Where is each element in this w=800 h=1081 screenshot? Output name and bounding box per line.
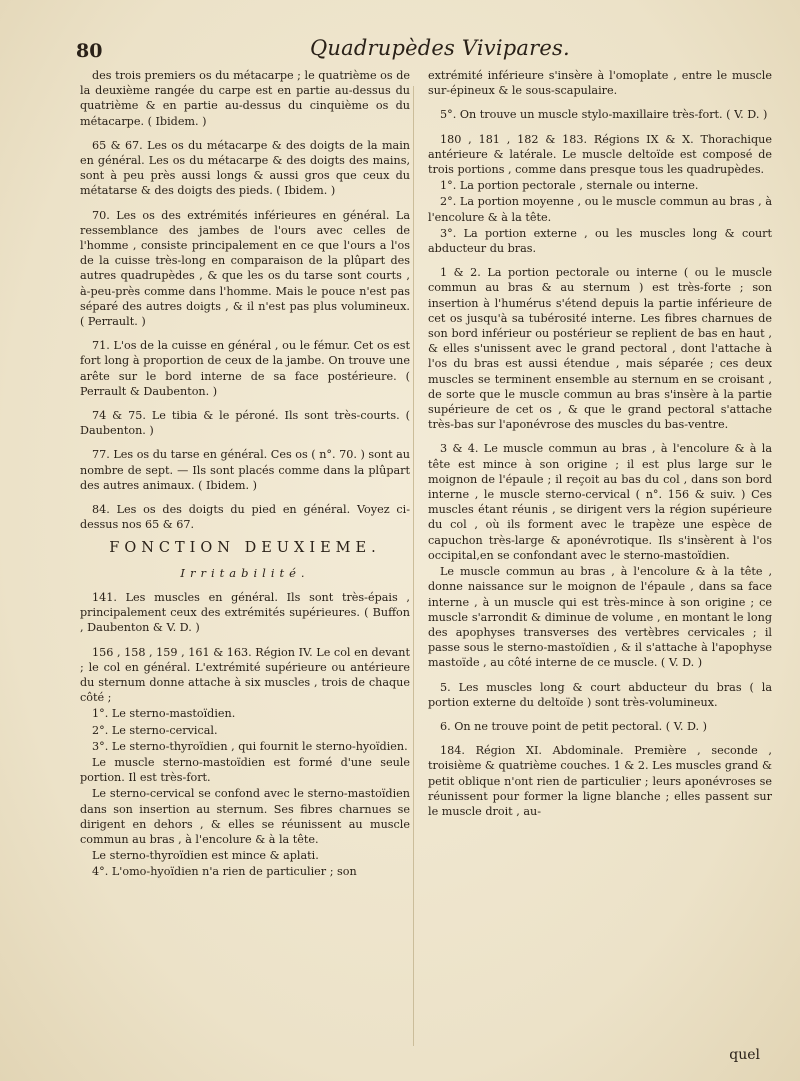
paragraph: Le muscle commun au bras , à l'encolure & à la tête , donne naissance sur le moignon de l'épaule , dans sa face interne , à un muscle qui est très-mince à son origine ; ce muscle s'arrondit & diminue de volume , en montant le long des apophyses transverses des vertèbres cervicales ; il passe sous le sterno-mastoïdien , & il s'attache à l'apophyse mastoïde , au côté interne de ce muscle. ( V. D. ): [428, 565, 772, 670]
paragraph: 5. Les muscles long & court abducteur du bras ( la portion externe du deltoïde ) sont très-volumineux.: [428, 680, 772, 709]
paragraph: 74 & 75. Le tibia & le péroné. Ils sont très-courts. ( Daubenton. ): [80, 409, 410, 438]
paragraph: 6. On ne trouve point de petit pectoral. ( V. D. ): [440, 719, 707, 733]
paragraph: 184. Région XI. Abdominale. Première , seconde , troisième & quatrième couches. 1 & 2. Les muscles grand & petit oblique n'ont rien de particulier ; leurs aponévroses se réunissent pour former la ligne blanche ; elles passent sur le muscle droit , au-: [428, 744, 772, 818]
sub-heading: Irritabilité.: [180, 565, 310, 580]
paragraph: extrémité inférieure s'insère à l'omoplate , entre le muscle sur-épineux & le sous-scapulaire.: [428, 69, 772, 98]
paragraph: 5°. On trouve un muscle stylo-maxillaire très-fort. ( V. D. ): [440, 108, 768, 122]
column-divider: [413, 86, 414, 1046]
paragraph: 1 & 2. La portion pectorale ou interne ( ou le muscle commun au bras & au sternum ) est très-forte ; son insertion à l'humérus s'étend depuis la partie inférieure de cet os jusqu'à sa tubérosité interne. Les fibres charnues de son bord inférieur ou postérieur se replient de bas en haut , & elles s'unissent avec le grand pectoral , dont l'attache à l'os du bras est aussi étendue , mais séparée ; ces deux muscles se terminent ensemble au sternum en se croisant , de sorte que le muscle commun au bras s'insère à la partie supérieure de cet os , & que le grand pectoral s'attache très-bas sur l'aponévrose des muscles du bas-ventre.: [428, 266, 772, 432]
list-item: 2°. La portion moyenne , ou le muscle commun au bras , à l'encolure & à la tête.: [428, 195, 772, 224]
paragraph: Le muscle sterno-mastoïdien est formé d'une seule portion. Il est très-fort.: [80, 755, 410, 785]
page-number: 80: [76, 40, 103, 62]
page-header: [76, 36, 760, 66]
paragraph: Le sterno-thyroïdien est mince & aplati.: [92, 849, 319, 863]
paragraph: 71. L'os de la cuisse en général , ou le fémur. Cet os est fort long à proportion de ceux de la jambe. On trouve une arête sur le bord interne de sa face postérieure. ( Perrault & Daubenton. ): [80, 339, 410, 398]
catchword: quel: [729, 1047, 760, 1063]
paragraph: Le sterno-cervical se confond avec le sterno-mastoïdien dans son insertion au sternum. Ses fibres charnues se dirigent en dehors , & elles se réunissent au muscle commun au bras , à l'encolure & à la tête.: [80, 787, 410, 846]
running-title: Quadrupèdes Vivipares.: [310, 36, 570, 60]
paragraph: 70. Les os des extrémités inférieures en général. La ressemblance des jambes de l'ours avec celles de l'homme , consiste principalement en ce que l'ours a l'os de la cuisse très-long en comparaison de la plûpart des autres quadrupèdes , & que les os du tarse sont courts , à-peu-près comme dans l'homme. Mais le pouce n'est pas séparé des autres doigts , & il n'est pas plus volumineux. ( Perrault. ): [80, 208, 410, 329]
paragraph: 65 & 67. Les os du métacarpe & des doigts de la main en général. Les os du métacarpe & des doigts des mains, sont à peu près aussi longs & aussi gros que ceux du métatarse & des doigts des pieds. ( Ibidem. ): [80, 138, 410, 198]
list-item: 3°. Le sterno-thyroïdien , qui fournit le sterno-hyoïdien.: [92, 739, 408, 753]
paragraph: 180 , 181 , 182 & 183. Régions IX & X. Thorachique antérieure & latérale. Le muscle deltoïde est composé de trois portions , comme dans presque tous les quadrupèdes.: [428, 132, 772, 177]
paragraph: 3 & 4. Le muscle commun au bras , à l'encolure & à la tête est mince à son origine ; il est plus large sur le moignon de l'épaule ; il reçoit au bas du col , dans son bord interne , le muscle sterno-cervical ( n°. 156 & suiv. ) Ces muscles étant réunis , se dirigent vers la région supérieure du col , où ils forment avec le trapèze une espèce de capuchon très-large & aponévrotique. Ils s'insèrent à l'os occipital,en se confondant avec le sterno-mastoïdien.: [428, 442, 772, 562]
paragraph: 156 , 158 , 159 , 161 & 163. Région IV. Le col en devant ; le col en général. L'extrémité supérieure ou antérieure du sternum donne attache à six muscles , trois de chaque côté ;: [80, 645, 410, 705]
left-column: [80, 68, 410, 881]
list-item: 2°. Le sterno-cervical.: [92, 723, 218, 737]
paragraph: 77. Les os du tarse en général. Ces os ( n°. 70. ) sont au nombre de sept. — Ils sont placés comme dans la plûpart des autres animaux. ( Ibidem. ): [80, 448, 411, 492]
paragraph: 84. Les os des doigts du pied en général. Voyez ci-dessus nos 65 & 67.: [80, 503, 410, 532]
paragraph: des trois premiers os du métacarpe ; le quatrième os de la deuxième rangée du carpe est en partie au-dessus du quatrième & en partie au-dessus du cinquième os du métacarpe. ( Ibidem. ): [80, 69, 410, 128]
paragraph: 141. Les muscles en général. Ils sont très-épais , principalement ceux des extrémités supérieures. ( Buffon , Daubenton & V. D. ): [80, 590, 410, 635]
list-item: 1°. Le sterno-mastoïdien.: [92, 707, 236, 721]
list-item: 3°. La portion externe , ou les muscles long & court abducteur du bras.: [428, 226, 772, 256]
list-item: 1°. La portion pectorale , sternale ou interne.: [440, 179, 699, 193]
paragraph: 4°. L'omo-hyoïdien n'a rien de particulier ; son: [92, 865, 357, 879]
section-heading: FONCTION DEUXIEME.: [109, 540, 381, 557]
right-column: [428, 68, 772, 828]
